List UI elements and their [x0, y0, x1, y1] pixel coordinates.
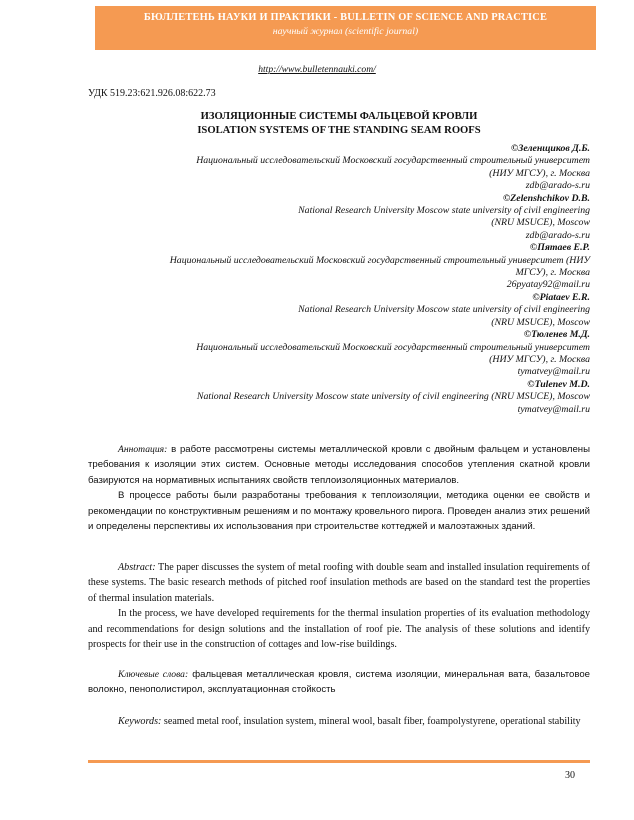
- author-affiliation: (NRU MSUCE), Moscow: [491, 316, 590, 328]
- author-affiliation: (НИУ МГСУ), г. Москва: [489, 167, 590, 179]
- author-affiliation: Национальный исследовательский Московский государственный строительный университет: [196, 341, 590, 353]
- author-email: zdb@arado-s.ru: [525, 229, 590, 241]
- author-affiliation: National Research University Moscow state university of civil engineering: [298, 304, 590, 316]
- journal-url-link[interactable]: http://www.bulletennauki.com/: [258, 64, 376, 75]
- abstract-ru: [88, 442, 590, 534]
- abstract-ru-text: в работе рассмотрены системы металлической кровли с двойным фальцем и установлены требования к изоляции этих систем. Основные методы исследования способов утепления скатной кровли базируются на нормативных испытаниях свойств теплоизоляционных материалов.: [88, 444, 590, 486]
- journal-banner: [95, 6, 596, 50]
- journal-title: БЮЛЛЕТЕНЬ НАУКИ И ПРАКТИКИ - BULLETIN OF SCIENCE AND PRACTICE: [143, 12, 548, 23]
- abstract-ru-label: Аннотация:: [118, 444, 168, 455]
- author-affiliation: National Research University Moscow state university of civil engineering (NRU MSUCE), Moscow: [196, 391, 590, 403]
- author-block: [80, 143, 590, 416]
- keywords-ru: [88, 667, 590, 698]
- author-name: ©Zelenshchikov D.B.: [502, 192, 590, 204]
- abstract-en-paragraph-2: In the process, we have developed requirements for the thermal insulation properties of its evaluation methodology and recommendations for design solutions and the installation of roof pie. The analysis of these solutions and identify prospects for their use in the construction of cottages and low-rise buildings.: [88, 608, 590, 651]
- author-affiliation: Национальный исследовательский Московский государственный строительный университет: [196, 155, 590, 167]
- abstract-en: [88, 560, 590, 652]
- author-name: ©Tulenev M.D.: [527, 378, 590, 390]
- keywords-en-text: seamed metal roof, insulation system, mineral wool, basalt fiber, foampolystyrene, operational stability: [163, 716, 581, 727]
- author-email: 26pyatay92@mail.ru: [506, 279, 590, 291]
- abstract-en-label: Abstract:: [118, 562, 156, 573]
- abstract-ru-paragraph: [88, 442, 590, 488]
- keywords-en: [88, 714, 590, 729]
- author-email: tymatvey@mail.ru: [517, 366, 590, 378]
- author-affiliation: Национальный исследовательский Московский государственный строительный университет (НИУ: [169, 254, 590, 266]
- page-number: 30: [565, 770, 575, 781]
- keywords-ru-label: Ключевые слова:: [118, 669, 189, 680]
- author-name: ©Piataev E.R.: [532, 291, 590, 303]
- abstract-en-text: The paper discusses the system of metal roofing with double seam and installed insulation requirements of these systems. The basic research methods of pitched roof insulation methods are based on the standard test the properties of thermal insulation materials.: [88, 562, 590, 604]
- title-en: ISOLATION SYSTEMS OF THE STANDING SEAM ROOFS: [197, 125, 481, 136]
- author-email: tymatvey@mail.ru: [517, 403, 590, 415]
- author-affiliation: National Research University Moscow state university of civil engineering: [298, 205, 590, 217]
- title-ru: ИЗОЛЯЦИОННЫЕ СИСТЕМЫ ФАЛЬЦЕВОЙ КРОВЛИ: [200, 111, 478, 122]
- author-affiliation: МГСУ), г. Москва: [515, 267, 590, 279]
- author-email: zdb@arado-s.ru: [525, 180, 590, 192]
- author-name: ©Пятаев Е.Р.: [529, 242, 590, 254]
- author-name: ©Зеленщиков Д.Б.: [511, 143, 590, 154]
- udk-code: УДК 519.23:621.926.08:622.73: [88, 88, 216, 99]
- journal-subtitle: научный журнал (scientific journal): [272, 26, 419, 37]
- author-affiliation: (НИУ МГСУ), г. Москва: [489, 353, 590, 365]
- keywords-ru-text: фальцевая металлическая кровля, система изоляции, минеральная вата, базальтовое волокно, пенополистирол, эксплуатационная стойкость: [88, 669, 590, 696]
- abstract-ru-paragraph-2: В процессе работы были разработаны требования к теплоизоляции, методика оценки ее свойств и рекомендации по конструктивным решениям и по монтажу кровельного пирога. Проведен анализ этих решений и определены перспективы их использования при строительстве коттеджей и малоэтажных зданий.: [88, 490, 590, 533]
- author-name: ©Тюленев М.Д.: [523, 329, 590, 341]
- abstract-en-paragraph: [88, 560, 590, 606]
- footer-divider: [88, 760, 590, 763]
- keywords-en-label: Keywords:: [118, 716, 162, 727]
- author-affiliation: (NRU MSUCE), Moscow: [491, 217, 590, 229]
